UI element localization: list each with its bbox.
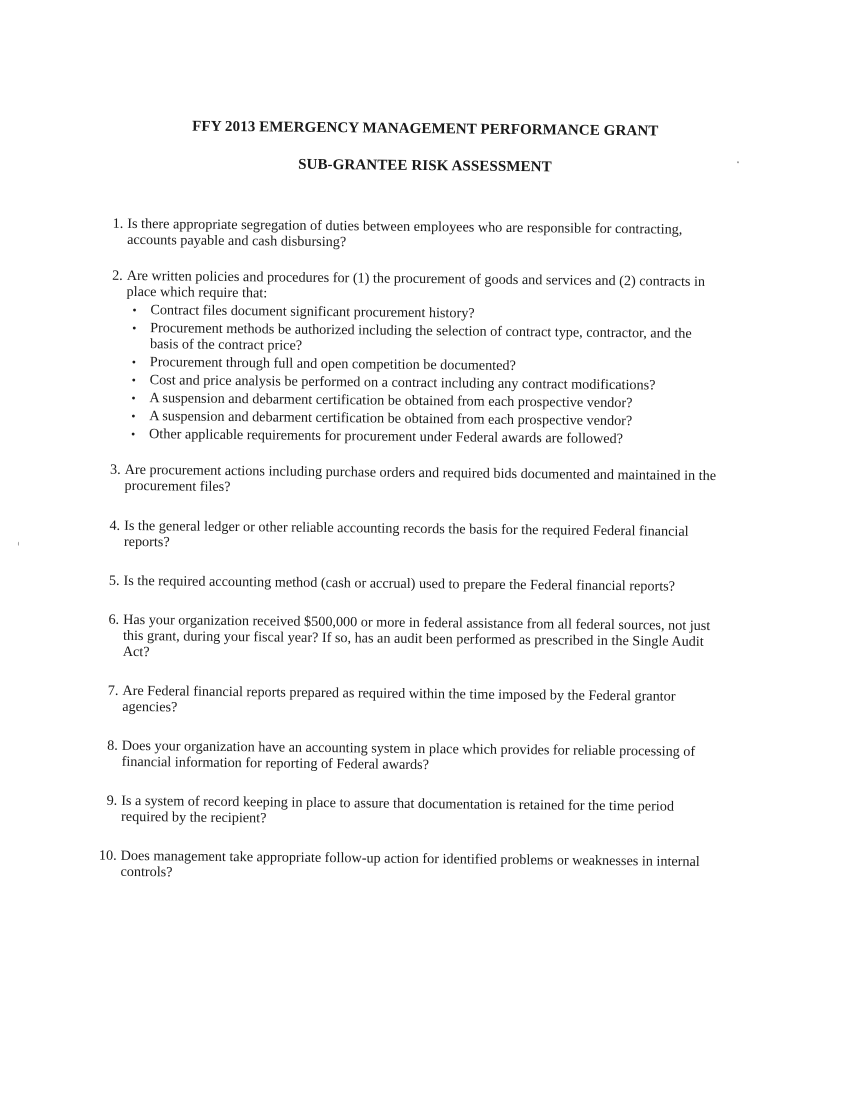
question-text: Is a system of record keeping in place to assure that documentation is retained for the time period required by the recipient? — [121, 792, 675, 827]
bullet-icon: • — [132, 320, 137, 336]
question-text: Are Federal financial reports prepared as required within the time imposed by the Federal grantor agencies? — [122, 682, 676, 716]
question-text: Has your organization received $500,000 or more in federal assistance from all federal sources, not just this grant, during your fiscal year? If so, has an audit been performed as prescribed in the Single Audit Act? — [122, 611, 711, 661]
question-number: 4. — [109, 517, 121, 534]
bullet-icon: • — [131, 408, 136, 424]
question-8 — [96, 738, 716, 776]
question-5 — [97, 573, 717, 595]
question-number: 10. — [98, 847, 117, 864]
question-number: 9. — [106, 792, 118, 809]
question-1 — [101, 216, 721, 254]
scan-speck — [18, 542, 19, 546]
document-subtitle: SUB-GRANTEE RISK ASSESSMENT — [298, 156, 552, 176]
question-text: Does management take appropriate follow-up action for identified problems or weaknesses in internal controls? — [120, 847, 700, 881]
question-10 — [94, 848, 714, 886]
bullet-icon: • — [131, 426, 136, 442]
question-text: Are written policies and procedures for (1) the procurement of goods and services and (2) contracts in place which require that: — [126, 267, 706, 302]
question-text: Is the required accounting method (cash or accrual) used to prepare the Federal financial reports? — [123, 572, 676, 595]
procurement-requirements-list — [125, 302, 720, 448]
question-text: Is the general ledger or other reliable accounting records the basis for the required Federal financial reports? — [123, 517, 689, 551]
list-item-text: Other applicable requirements for procurement under Federal awards are followed? — [149, 426, 624, 448]
question-4 — [98, 518, 718, 556]
question-number: 5. — [108, 572, 120, 589]
list-item-text: Procurement through full and open competition be documented? — [149, 354, 516, 374]
question-3 — [98, 462, 718, 500]
bullet-icon: • — [132, 302, 137, 318]
bullet-icon: • — [131, 354, 137, 370]
bullet-icon: • — [131, 390, 136, 406]
list-item-text: Cost and price analysis be performed on a contract including any contract modifications? — [149, 372, 656, 394]
question-2 — [99, 268, 721, 448]
question-7 — [96, 683, 716, 721]
document-title: FFY 2013 EMERGENCY MANAGEMENT PERFORMANCE GRANT — [192, 118, 659, 140]
question-number: 8. — [107, 737, 118, 754]
question-number: 3. — [109, 461, 121, 478]
list-item-text: Contract files document significant procurement history? — [150, 302, 475, 322]
question-text: Is there appropriate segregation of duties between employees who are responsible for contracting, accounts payable and cash disbursing? — [127, 215, 683, 251]
bullet-icon: • — [131, 372, 136, 388]
question-number: 7. — [107, 682, 119, 699]
question-6 — [97, 612, 717, 666]
question-number: 1. — [112, 215, 124, 232]
scan-speck — [737, 161, 739, 163]
list-item — [125, 426, 719, 448]
question-list — [94, 216, 721, 886]
question-number: 6. — [108, 611, 120, 628]
question-number: 2. — [112, 267, 123, 284]
question-text: Does your organization have an accounting system in place which provides for reliable processing of financial information for reporting of Federal awards? — [121, 737, 696, 774]
question-text: Are procurement actions including purchase orders and required bids documented and maintained in the procurement files? — [124, 461, 717, 496]
question-9 — [95, 793, 715, 831]
list-item-text: A suspension and debarment certification be obtained from each prospective vendor? — [149, 390, 633, 412]
list-item-text: Procurement methods be authorized including the selection of contract type, contractor, and the basis of the contract price? — [149, 320, 692, 354]
list-item-text: A suspension and debarment certification be obtained from each prospective vendor? — [149, 408, 633, 430]
list-item — [126, 320, 720, 358]
